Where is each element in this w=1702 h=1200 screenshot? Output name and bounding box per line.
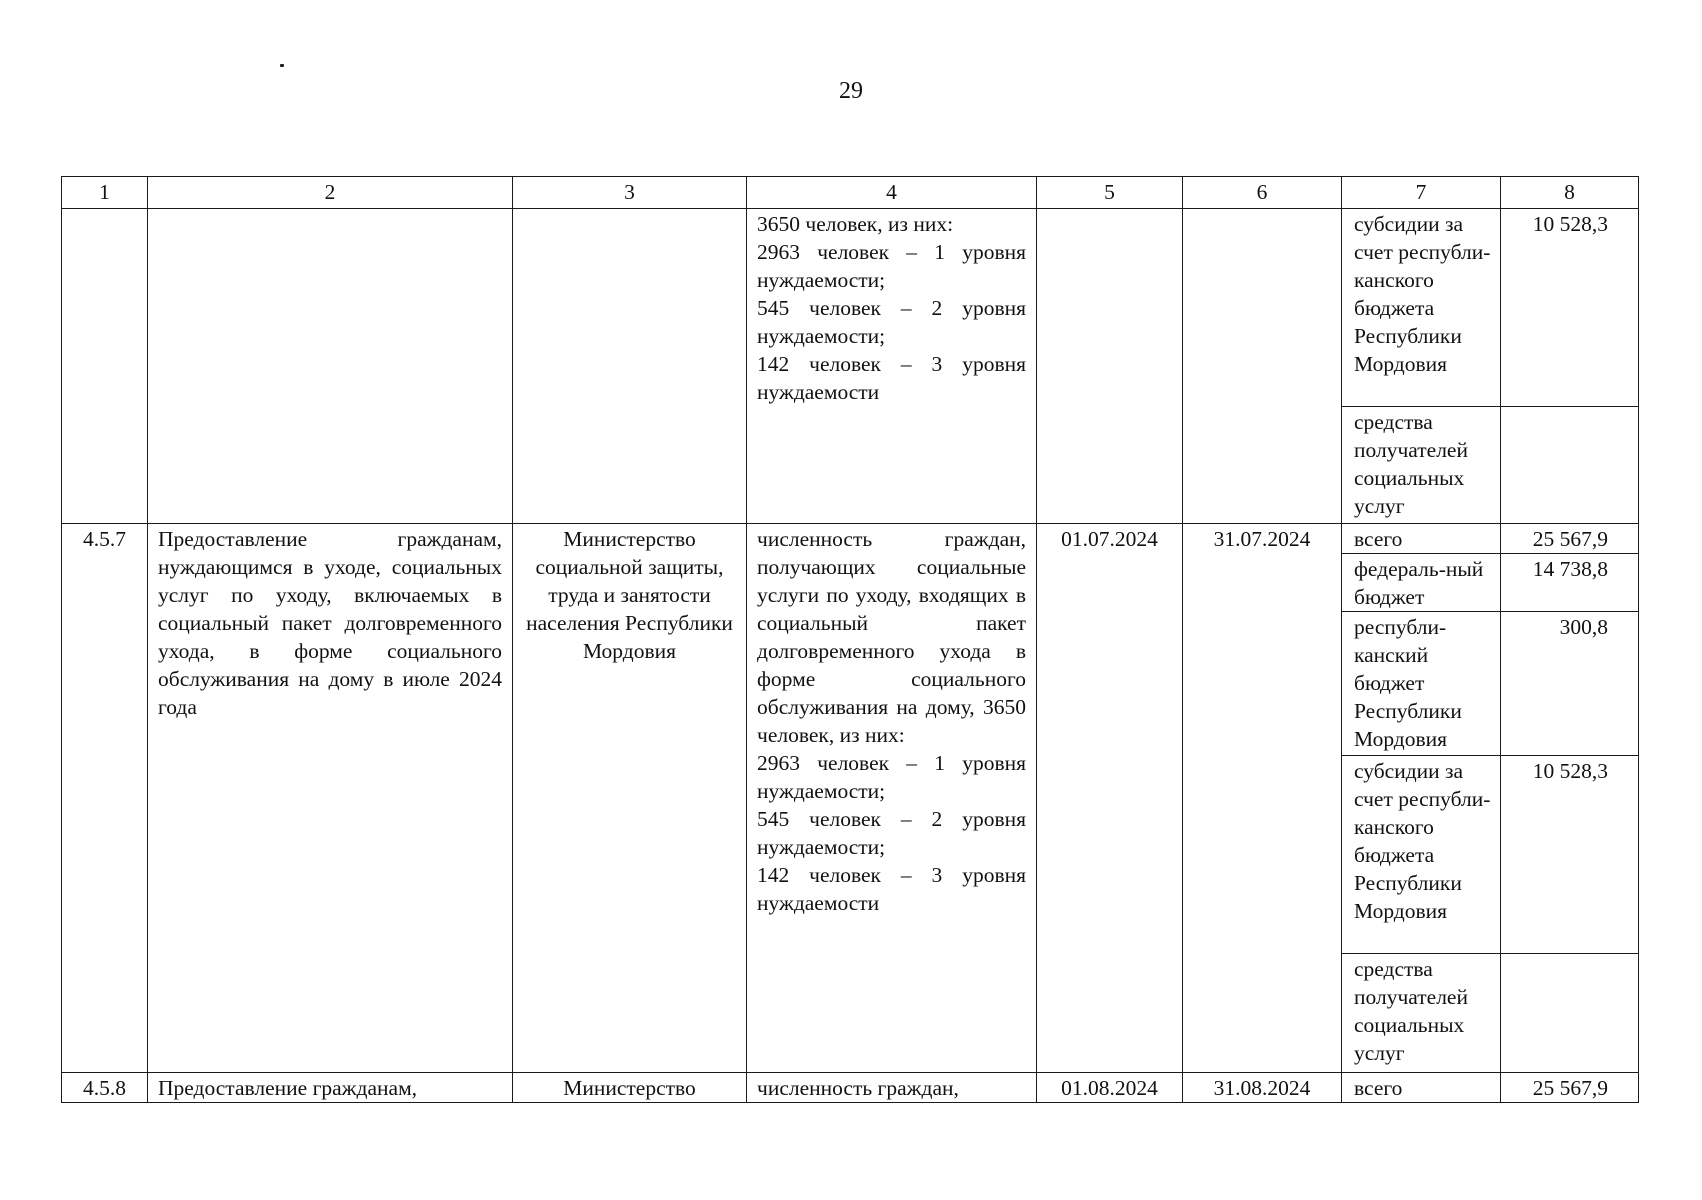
funding-amount: [1501, 954, 1639, 1073]
executor: Министерство: [513, 1073, 747, 1103]
column-number-row: [62, 177, 1639, 209]
funding-source: федераль-ный бюджет: [1342, 554, 1501, 612]
plan-table: [61, 176, 1639, 1103]
start-date: 01.07.2024: [1037, 524, 1183, 1073]
column-number: 2: [148, 177, 513, 209]
scan-speck: [280, 64, 284, 67]
funding-amount: 25 567,9: [1501, 524, 1639, 554]
start-date: [1037, 209, 1183, 524]
start-date: 01.08.2024: [1037, 1073, 1183, 1103]
event-description: Предоставление гражданам,: [148, 1073, 513, 1103]
executor: [513, 209, 747, 524]
end-date: 31.07.2024: [1183, 524, 1342, 1073]
table-row: [62, 524, 1639, 554]
column-number: 1: [62, 177, 148, 209]
column-number: 3: [513, 177, 747, 209]
funding-amount: 10 528,3: [1501, 209, 1639, 407]
column-number: 8: [1501, 177, 1639, 209]
column-number: 5: [1037, 177, 1183, 209]
funding-source: всего: [1342, 1073, 1501, 1103]
end-date: [1183, 209, 1342, 524]
column-number: 6: [1183, 177, 1342, 209]
item-number: 4.5.8: [62, 1073, 148, 1103]
page-number: 29: [839, 78, 863, 104]
indicator: [747, 209, 1037, 524]
end-date: 31.08.2024: [1183, 1073, 1342, 1103]
funding-source: средства получателей социальных услуг: [1342, 954, 1501, 1073]
funding-amount: 25 567,9: [1501, 1073, 1639, 1103]
indicator-text: 3650 человек, из них: 2963 человек – 1 уровня нуждаемости; 545 человек – 2 уровня нуждаемости; 142 человек – 3 уровня нуждаемости: [757, 212, 1026, 404]
funding-source: всего: [1342, 524, 1501, 554]
funding-source: республи-канский бюджет Республики Мордовия: [1342, 612, 1501, 756]
executor: Министерство социальной защиты, труда и занятости населения Республики Мордовия: [513, 524, 747, 1073]
indicator: [747, 1073, 1037, 1103]
funding-amount: [1501, 407, 1639, 524]
funding-source: средства получателей социальных услуг: [1342, 407, 1501, 524]
indicator: [747, 524, 1037, 1073]
item-number: 4.5.7: [62, 524, 148, 1073]
funding-amount: 300,8: [1501, 612, 1639, 756]
item-number: [62, 209, 148, 524]
indicator-text: численность граждан, получающих социальные услуги по уходу, входящих в социальный пакет долговременного ухода в форме социального обслуживания на дому, 3650 человек, из них: 2963 человек – 1 уровня нуждаемости; 545 человек – 2 уровня нуждаемости; 142 человек – 3 уровня нуждаемости: [757, 527, 1026, 915]
event-description: [148, 209, 513, 524]
funding-source: субсидии за счет республи-канского бюджета Республики Мордовия: [1342, 209, 1501, 407]
funding-source: субсидии за счет республи-канского бюджета Республики Мордовия: [1342, 756, 1501, 954]
column-number: 7: [1342, 177, 1501, 209]
event-description: Предоставление гражданам, нуждающимся в уходе, социальных услуг по уходу, включаемых в социальный пакет долговременного ухода, в форме социального обслуживания на дому в июле 2024 года: [148, 524, 513, 1073]
table-row: [62, 1073, 1639, 1103]
table-row: [62, 209, 1639, 407]
column-number: 4: [747, 177, 1037, 209]
funding-amount: 10 528,3: [1501, 756, 1639, 954]
indicator-text: численность граждан,: [757, 1076, 959, 1100]
funding-amount: 14 738,8: [1501, 554, 1639, 612]
